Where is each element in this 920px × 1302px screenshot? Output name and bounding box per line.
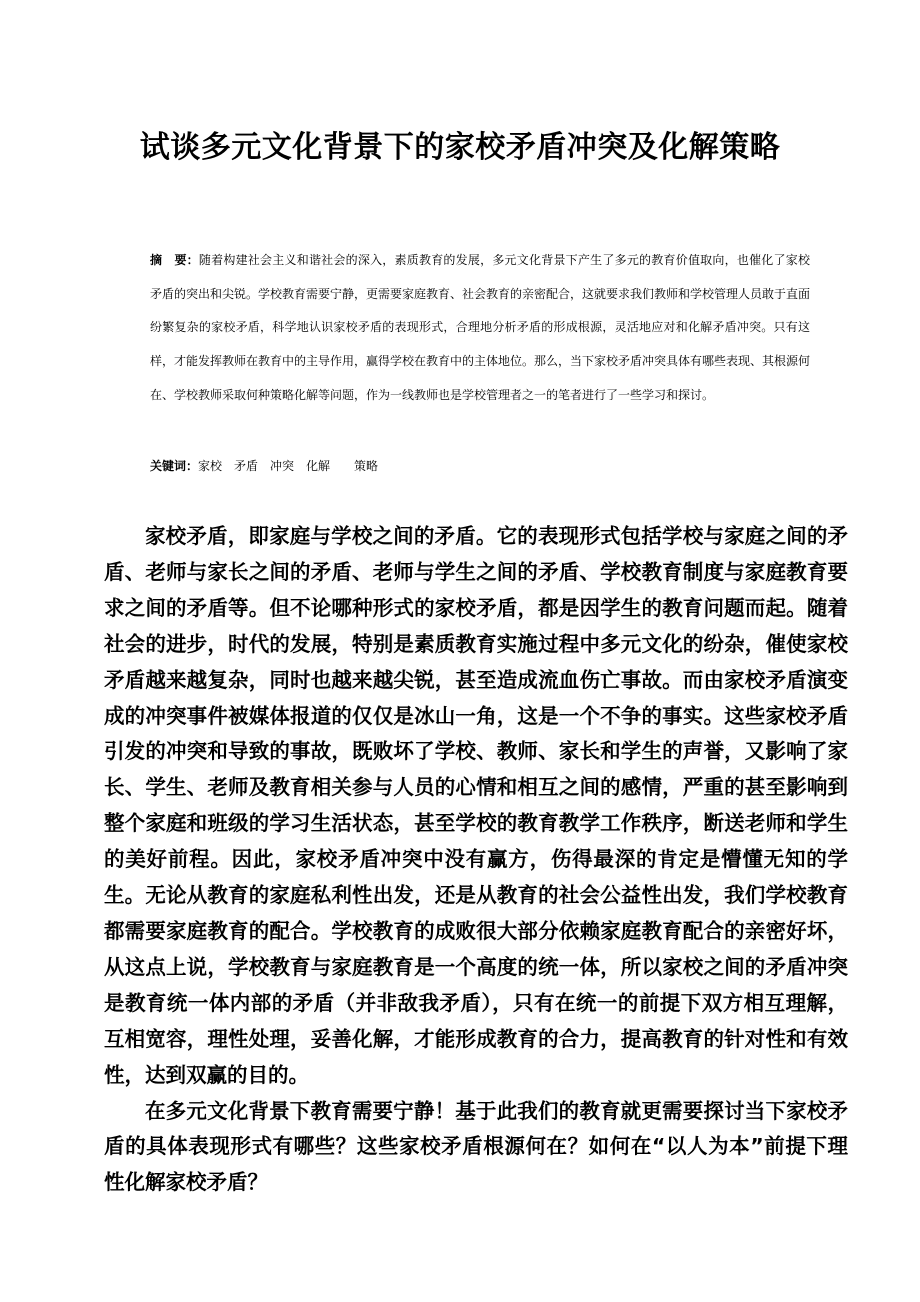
- keywords-section: [150, 456, 810, 476]
- keywords-label: 关键词：: [150, 459, 199, 473]
- body-paragraph-1: 家校矛盾，即家庭与学校之间的矛盾。它的表现形式包括学校与家庭之间的矛盾、老师与家长之间的矛盾、老师与学生之间的矛盾、学校教育制度与家庭教育要求之间的矛盾等。但不论哪种形式的家校矛盾，都是因学生的教育问题而起。随着社会的进步，时代的发展，特别是素质教育实施过程中多元文化的纷杂，催使家校矛盾越来越复杂，同时也越来越尖锐，甚至造成流血伤亡事故。而由家校矛盾演变成的冲突事件被媒体报道的仅仅是冰山一角，这是一个不争的事实。这些家校矛盾引发的冲突和导致的事故，既败坏了学校、教师、家长和学生的声誉，又影响了家长、学生、老师及教育相关参与人员的心情和相互之间的感情，严重的甚至影响到整个家庭和班级的学习生活状态，甚至学校的教育教学工作秩序，断送老师和学生的美好前程。因此，家校矛盾冲突中没有赢方，伤得最深的肯定是懵懂无知的学生。无论从教育的家庭私利性出发，还是从教育的社会公益性出发，我们学校教育都需要家庭教育的配合。学校教育的成败很大部分依赖家庭教育配合的亲密好坏，从这点上说，学校教育与家庭教育是一个高度的统一体，所以家校之间的矛盾冲突是教育统一体内部的矛盾（并非敌我矛盾），只有在统一的前提下双方相互理解，互相宽容，理性处理，妥善化解，才能形成教育的合力，提高教育的针对性和有效性，达到双赢的目的。: [104, 524, 848, 1087]
- abstract-paragraph: [150, 244, 810, 413]
- body-text: [104, 519, 848, 1201]
- keywords-text: 家校 矛盾 冲突 化解 策略: [198, 459, 379, 473]
- abstract-label: 摘 要：: [150, 253, 199, 267]
- abstract-section: [150, 244, 810, 413]
- abstract-text: 随着构建社会主义和谐社会的深入，素质教育的发展，多元文化背景下产生了多元的教育价值取向，也催化了家校矛盾的突出和尖锐。学校教育需要宁静，更需要家庭教育、社会教育的亲密配合，这就要求我们教师和学校管理人员敢于直面纷繁复杂的家校矛盾，科学地认识家校矛盾的表现形式，合理地分析矛盾的形成根源，灵活地应对和化解矛盾冲突。只有这样，才能发挥教师在教育中的主导作用，赢得学校在教育中的主体地位。那么，当下家校矛盾冲突具体有哪些表现、其根源何在、学校教师采取何种策略化解等问题，作为一线教师也是学校管理者之一的笔者进行了一些学习和探讨。: [150, 253, 811, 402]
- document-title: 试谈多元文化背景下的家校矛盾冲突及化解策略: [139, 130, 781, 165]
- body-paragraph-2: 在多元文化背景下教育需要宁静！基于此我们的教育就更需要探讨当下家校矛盾的具体表现形式有哪些？这些家校矛盾根源何在？如何在“以人为本”前提下理性化解家校矛盾？: [104, 1098, 848, 1195]
